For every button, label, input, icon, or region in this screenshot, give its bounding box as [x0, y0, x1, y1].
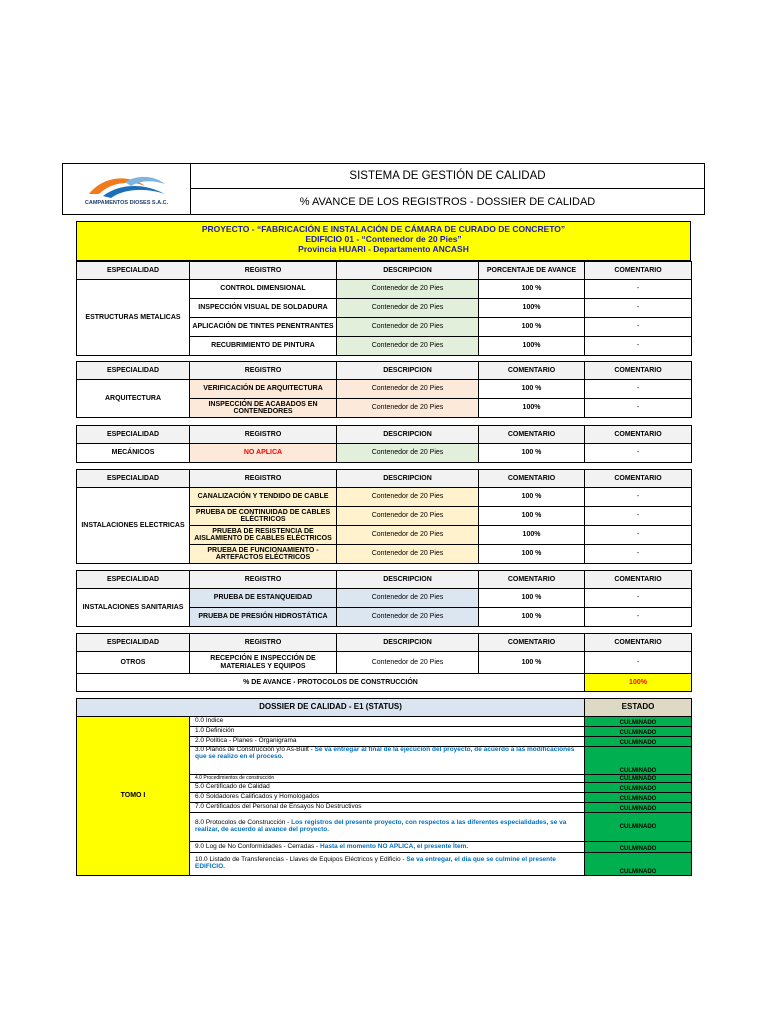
descripcion-cell: Contenedor de 20 Pies — [337, 318, 479, 337]
col-comentario: COMENTARIO — [585, 571, 692, 589]
registro-cell: INSPECCIÓN DE ACABADOS EN CONTENEDORES — [190, 399, 337, 418]
specialty-cell: ARQUITECTURA — [77, 380, 190, 418]
dossier-item: 9.0 Log de No Conformidades - Cerradas - Hasta el momento NO APLICA, el presente Ítem. — [190, 842, 585, 853]
avance-cell: 100 % — [479, 652, 585, 674]
descripcion-cell: Contenedor de 20 Pies — [337, 380, 479, 399]
registro-cell: CONTROL DIMENSIONAL — [190, 280, 337, 299]
status-badge: CULMINADO — [585, 803, 692, 813]
specialty-cell: ESTRUCTURAS METALICAS — [77, 280, 190, 356]
table-row — [77, 589, 692, 608]
registro-cell: PRUEBA DE FUNCIONAMIENTO - ARTEFACTOS ELÉCTRICOS — [190, 545, 337, 564]
dossier-row — [77, 717, 692, 727]
col-especialidad: ESPECIALIDAD — [77, 571, 190, 589]
status-badge: CULMINADO — [585, 775, 692, 783]
col-registro: REGISTRO — [190, 634, 337, 652]
status-badge: CULMINADO — [585, 727, 692, 737]
project-banner — [76, 221, 691, 261]
comentario-cell: - — [585, 526, 692, 545]
status-badge: CULMINADO — [585, 717, 692, 727]
avance-cell: 100 % — [479, 444, 585, 463]
comentario-cell: - — [585, 280, 692, 299]
descripcion-cell: Contenedor de 20 Pies — [337, 488, 479, 507]
total-value: 100% — [585, 674, 692, 692]
registro-cell: RECEPCIÓN E INSPECCIÓN DE MATERIALES Y EQUIPOS — [190, 652, 337, 674]
project-line-2: EDIFICIO 01 - “Contenedor de 20 Pies” — [305, 233, 462, 244]
avance-cell: 100 % — [479, 589, 585, 608]
dossier-header-row — [77, 699, 692, 717]
registro-cell: PRUEBA DE PRESIÓN HIDROSTÁTICA — [190, 608, 337, 627]
col-registro: REGISTRO — [190, 426, 337, 444]
registro-cell: PRUEBA DE ESTANQUEIDAD — [190, 589, 337, 608]
table-header-row — [77, 634, 692, 652]
avance-cell: 100% — [479, 337, 585, 356]
dossier-item: 5.0 Certificado de Calidad — [190, 783, 585, 793]
col-descripcion: DESCRIPCION — [337, 634, 479, 652]
avance-cell: 100% — [479, 526, 585, 545]
comentario-cell: - — [585, 337, 692, 356]
descripcion-cell: Contenedor de 20 Pies — [337, 652, 479, 674]
dossier-item: 4.0 Procedimientos de construcción — [190, 775, 585, 783]
registro-table — [76, 469, 692, 564]
project-line-3: Provincia HUARI - Departamento ANCASH — [298, 243, 469, 254]
registro-cell: NO APLICA — [190, 444, 337, 463]
descripcion-cell: Contenedor de 20 Pies — [337, 444, 479, 463]
comentario-cell: - — [585, 608, 692, 627]
col-registro: REGISTRO — [190, 362, 337, 380]
comentario-cell: - — [585, 507, 692, 526]
col-comentario: COMENTARIO — [585, 262, 692, 280]
table-row — [77, 280, 692, 299]
col-descripcion: DESCRIPCION — [337, 362, 479, 380]
descripcion-cell: Contenedor de 20 Pies — [337, 545, 479, 564]
comentario-cell: - — [585, 652, 692, 674]
avance-cell: 100 % — [479, 488, 585, 507]
dossier-item: 2.0 Política - Planes - Organigrama — [190, 737, 585, 747]
total-row — [77, 674, 692, 692]
dossier-item: 10.0 Listado de Transferencias - Llaves de Equipos Eléctricos y Edificio - Se va entregar, el dia que se culmine el presente EDIFICIO. — [190, 853, 585, 876]
col-comentario: COMENTARIO — [479, 470, 585, 488]
status-badge: CULMINADO — [585, 747, 692, 775]
avance-cell: 100% — [479, 299, 585, 318]
col-registro: REGISTRO — [190, 571, 337, 589]
avance-cell: 100 % — [479, 545, 585, 564]
wave-logo-icon — [85, 172, 169, 200]
table-header-row — [77, 362, 692, 380]
section-sanitarias — [76, 570, 691, 627]
dossier-item: 7.0 Certificados del Personal de Ensayos No Destructivos — [190, 803, 585, 813]
registro-cell: VERIFICACIÓN DE ARQUITECTURA — [190, 380, 337, 399]
table-header-row — [77, 426, 692, 444]
avance-cell: 100 % — [479, 380, 585, 399]
dossier-table — [76, 698, 692, 876]
col-registro: REGISTRO — [190, 262, 337, 280]
avance-cell: 100 % — [479, 608, 585, 627]
comentario-cell: - — [585, 399, 692, 418]
dossier-item: 0.0 Indice — [190, 717, 585, 727]
status-badge: CULMINADO — [585, 853, 692, 876]
descripcion-cell: Contenedor de 20 Pies — [337, 507, 479, 526]
avance-cell: 100 % — [479, 507, 585, 526]
dossier-note: Se va entregar, el dia que se culmine el presente EDIFICIO. — [195, 856, 556, 870]
comentario-cell: - — [585, 545, 692, 564]
col-comentario: COMENTARIO — [585, 426, 692, 444]
col-comentario: COMENTARIO — [479, 362, 585, 380]
col-comentario: COMENTARIO — [585, 634, 692, 652]
descripcion-cell: Contenedor de 20 Pies — [337, 299, 479, 318]
avance-cell: 100 % — [479, 318, 585, 337]
registro-cell: CANALIZACIÓN Y TENDIDO DE CABLE — [190, 488, 337, 507]
registro-cell: PRUEBA DE RESISTENCIA DE AISLAMIENTO DE CABLES ELÉCTRICOS — [190, 526, 337, 545]
table-row — [77, 380, 692, 399]
avance-cell: 100% — [479, 399, 585, 418]
col-comentario: COMENTARIO — [479, 571, 585, 589]
registro-cell: PRUEBA DE CONTINUIDAD DE CABLES ELÉCTRICOS — [190, 507, 337, 526]
dossier-note: Hasta el momento NO APLICA, el presente Ítem. — [320, 842, 469, 850]
logo-text: CAMPAMENTOS DIOSES S.A.C. — [84, 200, 169, 206]
col-comentario: COMENTARIO — [479, 426, 585, 444]
specialty-cell: OTROS — [77, 652, 190, 674]
tomo-cell: TOMO I — [77, 717, 190, 876]
estado-header: ESTADO — [585, 699, 692, 717]
descripcion-cell: Contenedor de 20 Pies — [337, 337, 479, 356]
table-header-row — [77, 470, 692, 488]
section-otros — [76, 633, 691, 692]
comentario-cell: - — [585, 380, 692, 399]
col-descripcion: DESCRIPCION — [337, 571, 479, 589]
status-badge: CULMINADO — [585, 737, 692, 747]
status-badge: CULMINADO — [585, 783, 692, 793]
section-mecanicos — [76, 425, 691, 463]
section-electricas — [76, 469, 691, 564]
status-badge: CULMINADO — [585, 793, 692, 803]
status-badge: CULMINADO — [585, 842, 692, 853]
col-especialidad: ESPECIALIDAD — [77, 262, 190, 280]
col-comentario: COMENTARIO — [585, 470, 692, 488]
dossier-title: DOSSIER DE CALIDAD - E1 (STATUS) — [77, 699, 585, 717]
specialty-cell: INSTALACIONES SANITARIAS — [77, 589, 190, 627]
col-especialidad: ESPECIALIDAD — [77, 362, 190, 380]
company-logo — [63, 164, 191, 214]
registro-table — [76, 633, 692, 692]
document-title: SISTEMA DE GESTIÓN DE CALIDAD — [191, 164, 704, 189]
dossier-note: Los registros del presente proyecto, con respectos a las diferentes especialidades, se va realizar, de acuerdo al avance del proyecto. — [195, 819, 567, 833]
table-row — [77, 444, 692, 463]
status-badge: CULMINADO — [585, 813, 692, 842]
col-registro: REGISTRO — [190, 470, 337, 488]
document-header — [62, 163, 705, 215]
total-label: % DE AVANCE - PROTOCOLOS DE CONSTRUCCIÓN — [77, 674, 585, 692]
registro-table — [76, 570, 692, 627]
comentario-cell: - — [585, 318, 692, 337]
table-row — [77, 488, 692, 507]
descripcion-cell: Contenedor de 20 Pies — [337, 608, 479, 627]
table-row — [77, 652, 692, 674]
col-especialidad: ESPECIALIDAD — [77, 634, 190, 652]
col-descripcion: DESCRIPCION — [337, 426, 479, 444]
col-descripcion: DESCRIPCION — [337, 470, 479, 488]
table-header-row — [77, 571, 692, 589]
descripcion-cell: Contenedor de 20 Pies — [337, 280, 479, 299]
dossier-item: 6.0 Soldadores Calificados y Homologados — [190, 793, 585, 803]
col-especialidad: ESPECIALIDAD — [77, 426, 190, 444]
descripcion-cell: Contenedor de 20 Pies — [337, 526, 479, 545]
comentario-cell: - — [585, 488, 692, 507]
registro-cell: RECUBRIMIENTO DE PINTURA — [190, 337, 337, 356]
col-especialidad: ESPECIALIDAD — [77, 470, 190, 488]
section-arquitectura — [76, 361, 691, 418]
document-subtitle: % AVANCE DE LOS REGISTROS - DOSSIER DE CALIDAD — [299, 195, 596, 208]
dossier-item: 1.0 Definición — [190, 727, 585, 737]
descripcion-cell: Contenedor de 20 Pies — [337, 589, 479, 608]
table-header-row — [77, 262, 692, 280]
section-dossier — [76, 698, 691, 876]
project-line-1: PROYECTO - “FABRICACIÓN E INSTALACIÓN DE CÁMARA DE CURADO DE CONCRETO” — [201, 224, 566, 234]
registro-table — [76, 425, 692, 463]
col-avance: PORCENTAJE DE AVANCE — [479, 262, 585, 280]
section-estructuras — [76, 221, 691, 356]
comentario-cell: - — [585, 299, 692, 318]
comentario-cell: - — [585, 444, 692, 463]
specialty-cell: INSTALACIONES ELECTRICAS — [77, 488, 190, 564]
registro-table — [76, 361, 692, 418]
registro-cell: APLICACIÓN DE TINTES PENENTRANTES — [190, 318, 337, 337]
registro-table — [76, 261, 692, 356]
descripcion-cell: Contenedor de 20 Pies — [337, 399, 479, 418]
col-descripcion: DESCRIPCION — [337, 262, 479, 280]
dossier-item: 3.0 Planos de Construcción y/o As-Built - Se va entregar al final de la ejecución del proyecto, de acuerdo a las modificaciones que se realizo en el proceso. — [190, 747, 585, 775]
comentario-cell: - — [585, 589, 692, 608]
col-comentario: COMENTARIO — [479, 634, 585, 652]
col-comentario: COMENTARIO — [585, 362, 692, 380]
dossier-item: 8.0 Protocolos de Construcción - Los registros del presente proyecto, con respectos a las diferentes especialidades, se va realizar, de acuerdo al avance del proyecto. — [190, 813, 585, 842]
avance-cell: 100 % — [479, 280, 585, 299]
specialty-cell: MECÁNICOS — [77, 444, 190, 463]
dossier-note: Se va entregar al final de la ejecución del proyecto, de acuerdo a las modificaciones que se realizo en el proceso. — [195, 746, 575, 760]
registro-cell: INSPECCIÓN VISUAL DE SOLDADURA — [190, 299, 337, 318]
